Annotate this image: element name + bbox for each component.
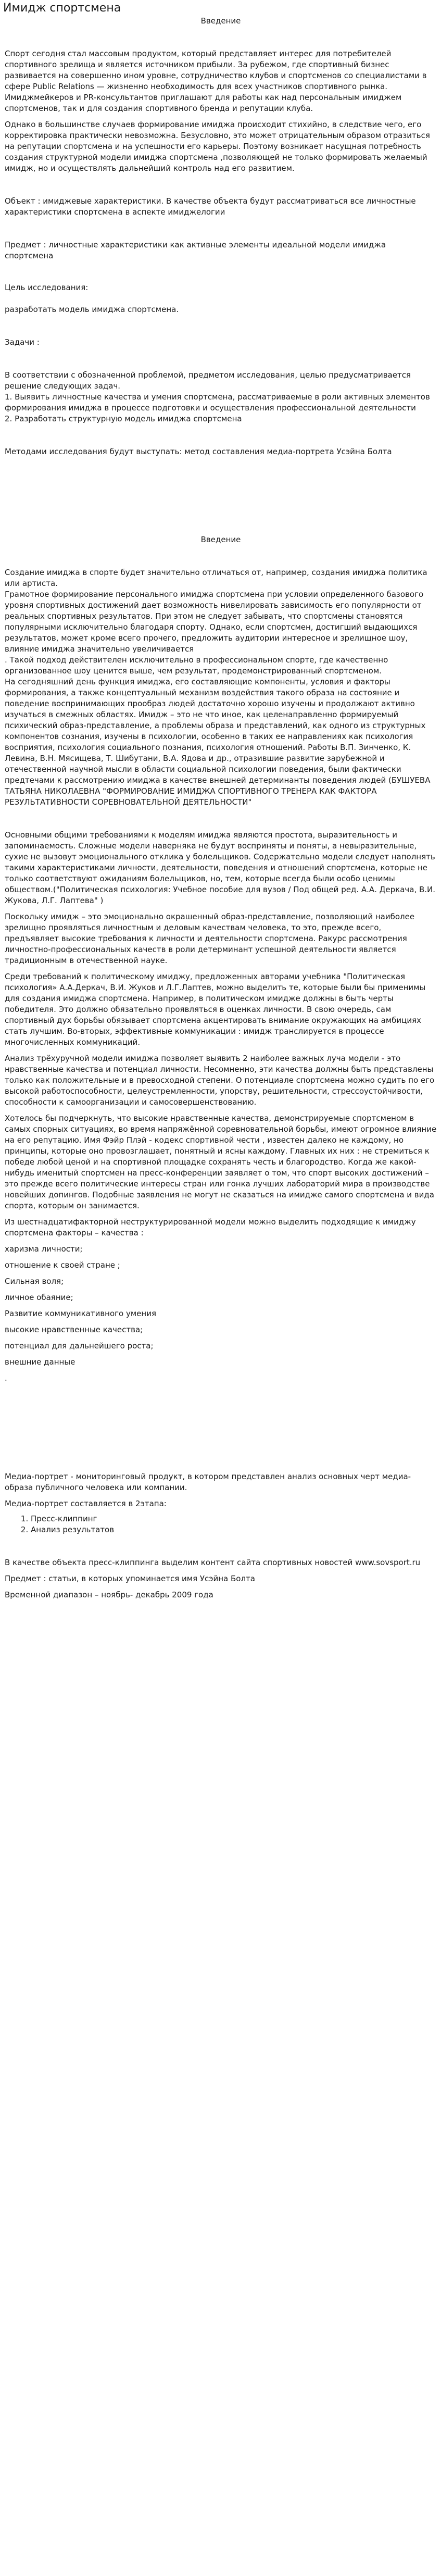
paragraph: Хотелось бы подчеркнуть, что высокие нравственные качества, демонстрируемые спортсменом в самых спорных ситуациях, во время напряжённой соревновательной борьбы, имеют огромное влияние на его репутацию. Имя Фэйр Плэй - кодекс спортивной чести , известен далеко не каждому, но принципы, которые оно провозглашает, понятный и ясны каждому. Главных их них : не стремиться к победе любой ценой и на спортивной площадке сохранять честь и благородство. Когда же какой-нибудь именитый спортсмен на пресс-конференции заявляет о том, что спорт высоких достижений – это прежде всего политические интересы стран или гонка лучших лабораторий мира в производстве новейших допингов. Подобные заявления не могут не сказаться на имидже самого спортсмена и вида спорта, которым он занимается. xyxy=(5,1114,437,1210)
list-item: харизма личности; xyxy=(5,1244,83,1254)
list-item: внешние данные xyxy=(5,1357,75,1367)
paragraph: Создание имиджа в спорте будет значительно отличаться от, например, создания имиджа политика или артиста. xyxy=(5,568,427,588)
goal-text: разработать модель имиджа спортсмена. xyxy=(5,305,179,314)
clipping-subject: Предмет : статьи, в которых упоминается имя Усэйна Болта xyxy=(5,1574,255,1583)
list-item: 1. Пресс-клиппинг xyxy=(31,1514,437,1524)
task-item: 2. Разработать структурную модель имиджа спортсмена xyxy=(5,414,242,423)
task-item: 1. Выявить личностные качества и умения спортсмена, рассматриваемые в роли активных элементов формирования имиджа в процессе подготовки и осуществления профессиональной деятельности xyxy=(5,392,430,412)
tasks-intro: В соответствии с обозначенной проблемой, предметом исследования, целью предусматривается решение следующих задач. xyxy=(5,370,411,391)
object-paragraph: Объект : имиджевые характеристики. В качестве объекта будут рассматриваться все личностные характеристики спортсмена в аспекте имиджелогии xyxy=(5,196,416,217)
list-item: личное обаяние; xyxy=(5,1293,73,1302)
paragraph: Среди требований к политическому имиджу, предложенных авторами учебника "Политическая психология» А.А.Деркач, В.И. Жуков и Л.Г.Лаптев, можно выделить те, которые были бы применимы для создания имиджа спортсмена. Например, в политическом имидже должны в быть черты победителя. Это должно обязательно проявляться в оценках личности. В свою очередь, сам спортивный дух борьбы обязывает спортсмена акцентировать внимание окружающих на амбициях стать лучшим. Во-вторых, эффективные коммуникации : имидж транслируется в процессе многочисленных коммуникаций. xyxy=(5,972,426,1047)
paragraph: Грамотное формирование персонального имиджа спортсмена при условии определенного базового уровня спортивных достижений дает возможность нивелировать зависимость его популярности от реальных спортивных результатов. При этом не следует забывать, что спортсмены становятся популярными исключительно благодаря спорту. Однако, если спортсмен, достигший выдающихся результатов, может кроме всего прочего, предложить аудитории интересное и зрелищное шоу, влияние имиджа значительно увеличивается xyxy=(5,590,424,654)
section-heading-intro: Введение xyxy=(200,16,241,26)
goal-label: Цель исследования: xyxy=(5,283,89,292)
paragraph: Основными общими требованиями к моделям имиджа являются простота, выразительность и запоминаемость. Сложные модели наверняка не будут восприняты и поняты, а невыразительные, сухие не вызовут эмоционального отклика у болельщиков. Содержательно модели следует наполнять такими характеристиками личности, деятельности, поведения и отношений спортсмена, которые не только соответствуют ожиданиям болельщиков, но, тем, которые всегда были особо ценимы обществом.("Политическая психология: Учебное пособие для вузов / Под общей ред. А.А. Деркача, В.И. Жукова, Л.Г. Лаптева" ) xyxy=(5,830,436,905)
list-item: высокие нравственные качества; xyxy=(5,1325,143,1334)
time-range: Временной диапазон – ноябрь- декабрь 2009 года xyxy=(5,1590,213,1599)
paragraph: . Такой подход действителен исключительно в профессиональном спорте, где качественно организованное шоу ценится выше, чем результат, продемонстрированный спортсменом. xyxy=(5,655,388,676)
media-portrait-stages xyxy=(20,1514,437,1535)
list-item: . xyxy=(5,1373,7,1383)
paragraph: На сегодняшний день функция имиджа, его составляющие компоненты, условия и факторы формирования, а также концептуальный механизм воздействия такого образа на состояние и поведение воспринимающих прообраз людей достаточно хорошо изучены и продолжают активно изучаться в смежных областях. Имидж – это не что иное, как целенаправленно формируемый психический образ-представление, а проблемы образа и представлений, как одного из структурных компонентов сознания, изучены в психологии, особенно в таких ее направлениях как психология восприятия, психология социального познания, психология отношений. Работы В.П. Зинченко, К. Левина, В.Н. Мясищева, Т. Шибутани, В.А. Ядова и др., отразившие развитие зарубежной и отечественной научной мысли в области социальной психологии поведения, были фактически предтечами к рассмотрению имиджа в качестве внешней детерминанты поведения людей (БУШУЕВА ТАТЬЯНА НИКОЛАЕВНА "ФОРМИРОВАНИЕ ИМИДЖА СПОРТИВНОГО ТРЕНЕРА КАК ФАКТОРА РЕЗУЛЬТАТИВНОСТИ СОРЕВНОВАТЕЛЬНОЙ ДЕЯТЕЛЬНОСТИ" xyxy=(5,677,431,807)
list-item: Развитие коммуникативного умения xyxy=(5,1309,156,1318)
list-item: Сильная воля; xyxy=(5,1277,64,1286)
paragraph: Однако в большинстве случаев формирование имиджа происходит стихийно, в следствие чего, его корректировка практически невозможна. Безусловно, это может отрицательным образом отразиться на репутации спортсмена и на успешности его карьеры. Поэтому возникает насущная потребность создания структурной модели имиджа спортсмена ,позволяющей не только формировать желаемый имидж, но и осуществлять дальнейший контроль над его развитием. xyxy=(5,120,430,173)
document-body xyxy=(0,16,441,1600)
paragraph: Из шестнадцатифакторной неструктурированной модели можно выделить подходящие к имиджу спортсмена факторы – качества : xyxy=(5,1217,416,1237)
paragraph: Спорт сегодня стал массовым продуктом, который представляет интерес для потребителей спортивного зрелища и является источником прибыли. За рубежом, где спортивный бизнес развивается на совершенно ином уровне, сотрудничество клубов и спортсменов со специалистами в сфере Public Relations — жизненно необходимость для всех участников спортивного рынка. Имиджмейкеров и PR-консультантов приглашают для работы как над персональным имиджем спортсменов, так и для создания спортивного бренда и репутации клуба. xyxy=(5,49,427,113)
paragraph: Поскольку имидж – это эмоционально окрашенный образ-представление, позволяющий наиболее зрелищно проявляться личностным и деловым качествам человека, то это, прежде всего, предъявляет высокие требования к личности и деятельности спортсмена. Ракурс рассмотрения личностно-профессиональных качеств в роли детерминант успешной деятельности является традиционным в отечественной науке. xyxy=(5,912,415,965)
clipping-object: В качестве объекта пресс-клиппинга выделим контент сайта спортивных новостей www.sovsport.ru xyxy=(5,1558,421,1567)
section-heading-intro-2: Введение xyxy=(200,535,241,544)
list-item: потенциал для дальнейшего роста; xyxy=(5,1341,154,1350)
paragraph: Анализ трёхуручной модели имиджа позволяет выявить 2 наиболее важных луча модели - это нравственные качества и потенциал личности. Несомненно, эти качества должны быть представлены только как положительные и в превосходной степени. О потенциале спортсмена можно судить по его высокой работоспособности, целеустремленности, упорству, решительности, стрессоустойчивости, способности к самоорганизации и самосовершенствованию. xyxy=(5,1054,435,1107)
tasks-label: Задачи : xyxy=(5,337,40,347)
media-portrait-definition: Медиа-портрет - мониторинговый продукт, в котором представлен анализ основных черт медиа-образа публичного человека или компании. xyxy=(5,1472,411,1492)
list-item: отношение к своей стране ; xyxy=(5,1260,120,1270)
page-title: Имидж спортсмена xyxy=(3,2,121,15)
list-item: 2. Анализ результатов xyxy=(31,1524,437,1535)
subject-paragraph: Предмет : личностные характеристики как активные элементы идеальной модели имиджа спортсмена xyxy=(5,240,386,260)
media-portrait-stages-intro: Медиа-портрет составляется в 2этапа: xyxy=(5,1499,167,1508)
factor-list xyxy=(5,1244,437,1384)
methods-paragraph: Методами исследования будут выступать: метод составления медиа-портрета Усэйна Болта xyxy=(5,447,392,456)
